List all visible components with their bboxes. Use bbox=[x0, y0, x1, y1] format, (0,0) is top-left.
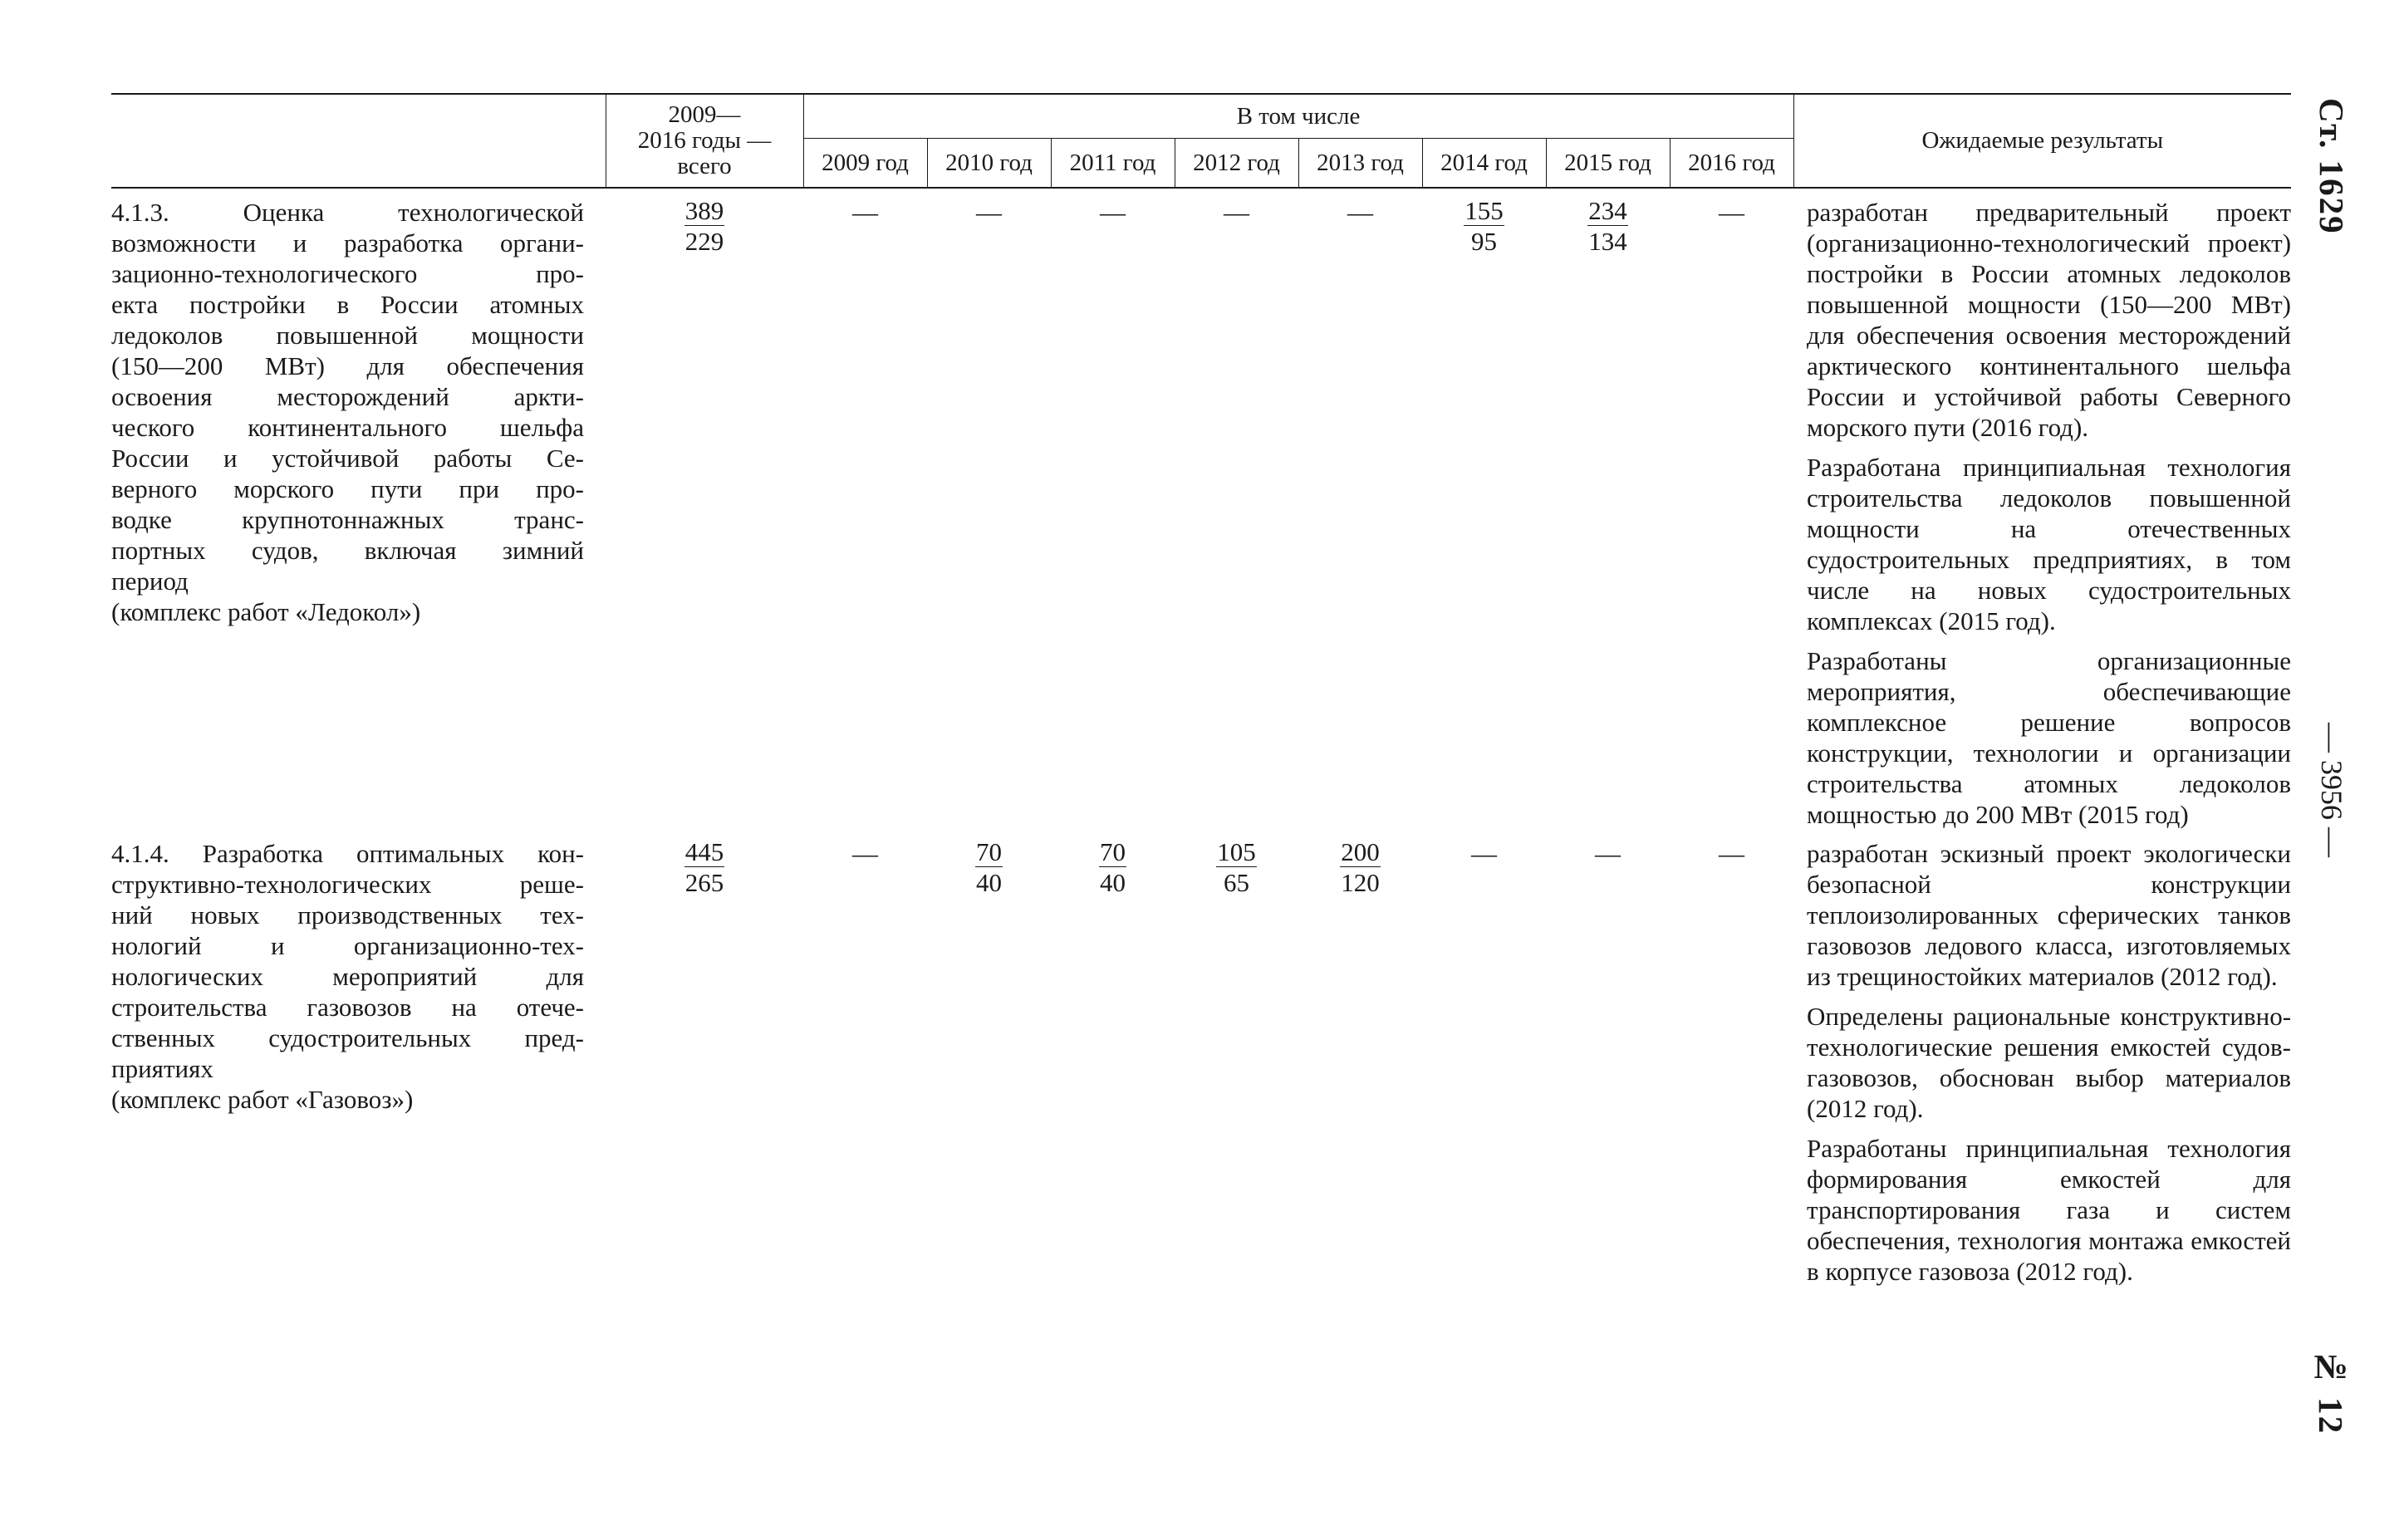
description-line: ственных судостроительных пред- bbox=[111, 1023, 584, 1052]
description-line: период bbox=[111, 566, 189, 596]
fraction-value bbox=[684, 197, 725, 257]
fraction-value bbox=[1464, 197, 1504, 257]
fraction-numerator: 70 bbox=[976, 837, 1002, 866]
program-table bbox=[111, 93, 2291, 1287]
fraction-numerator: 155 bbox=[1464, 196, 1504, 225]
fraction-value bbox=[1340, 838, 1381, 898]
row-year-value bbox=[927, 830, 1051, 1287]
header-year: 2014 год bbox=[1422, 139, 1546, 189]
fraction-denominator: 134 bbox=[1588, 227, 1627, 256]
fraction-denominator: 120 bbox=[1341, 868, 1380, 897]
description-line: верного морского пути при про- bbox=[111, 474, 584, 503]
description-line: приятиях bbox=[111, 1054, 213, 1083]
description-line: ческого континентального шельфа bbox=[111, 413, 584, 442]
fraction-numerator: 445 bbox=[684, 837, 724, 866]
fraction-denominator: 40 bbox=[976, 868, 1002, 897]
description-line: ледоколов повышенной мощности bbox=[111, 321, 584, 350]
empty-value-dash: — bbox=[1719, 198, 1744, 227]
description-line: 4.1.3. Оценка технологической bbox=[111, 198, 584, 227]
description-line: нологий и организационно-тех- bbox=[111, 931, 584, 960]
row-year-value bbox=[927, 188, 1051, 830]
empty-value-dash: — bbox=[1471, 839, 1497, 868]
empty-value-dash: — bbox=[1347, 198, 1373, 227]
header-results: Ожидаемые результаты bbox=[1793, 94, 2291, 188]
header-year: 2009 год bbox=[803, 139, 927, 189]
result-paragraph: разработан предварительный проект (организационно-технологический проект) постройки в России атомных ледоколов повышенной мощности (150—200 МВт) для обеспечения освоения месторождений арктического континентального шельфа России и устойчивой работы Северного морского пути (2016 год). bbox=[1807, 198, 2292, 442]
header-year: 2011 год bbox=[1051, 139, 1175, 189]
header-total-label bbox=[610, 102, 800, 179]
header-total-line: всего bbox=[677, 153, 732, 179]
description-line: портных судов, включая зимний bbox=[111, 536, 584, 565]
result-paragraph: Определены рациональные конструктивно-технологические решения емкостей судов-газовозов, обоснован выбор материалов (2012 год). bbox=[1807, 1002, 2292, 1123]
fraction-numerator: 70 bbox=[1100, 837, 1126, 866]
fraction-value bbox=[1587, 197, 1628, 257]
header-group: В том числе bbox=[803, 94, 1793, 139]
header-total-line: 2016 годы — bbox=[637, 127, 772, 154]
row-total bbox=[606, 188, 803, 830]
description-line: екта постройки в России атомных bbox=[111, 290, 584, 319]
description-line: строительства газовозов на отече- bbox=[111, 993, 584, 1022]
fraction-denominator: 40 bbox=[1100, 868, 1126, 897]
row-year-value bbox=[1422, 188, 1546, 830]
result-paragraph: Разработана принципиальная технология строительства ледоколов повышенной мощности на отечественных судостроительных предприятиях, в том числе на новых судостроительных комплексах (2015 год). bbox=[1807, 453, 2292, 635]
fraction-denominator: 65 bbox=[1224, 868, 1249, 897]
row-results bbox=[1793, 830, 2291, 1287]
row-year-value bbox=[1051, 188, 1175, 830]
issue-number: № 12 bbox=[2312, 1347, 2350, 1435]
description-line: освоения месторождений аркти- bbox=[111, 382, 584, 411]
description-line: возможности и разработка органи- bbox=[111, 228, 584, 257]
row-description bbox=[111, 830, 606, 1287]
row-year-value bbox=[803, 830, 927, 1287]
row-year-value bbox=[803, 188, 927, 830]
empty-value-dash: — bbox=[976, 198, 1002, 227]
row-year-value bbox=[1298, 830, 1422, 1287]
empty-value-dash: — bbox=[852, 198, 878, 227]
description-line: (комплекс работ «Газовоз») bbox=[111, 1085, 414, 1114]
header-year: 2010 год bbox=[927, 139, 1051, 189]
description-line: России и устойчивой работы Се- bbox=[111, 444, 584, 473]
empty-value-dash: — bbox=[852, 839, 878, 868]
fraction-denominator: 265 bbox=[684, 868, 724, 897]
description-line: структивно-технологических реше- bbox=[111, 870, 584, 899]
description-line: водке крупнотоннажных транс- bbox=[111, 505, 584, 534]
table-body bbox=[111, 188, 2291, 1287]
fraction-denominator: 229 bbox=[684, 227, 724, 256]
result-paragraph: Разработаны организационные мероприятия, обеспечивающие комплексное решение вопросов конструкции, технологии и организации строительства атомных ледоколов мощностью до 200 МВт (2015 год) bbox=[1807, 646, 2292, 829]
row-year-value bbox=[1175, 188, 1298, 830]
empty-value-dash: — bbox=[1719, 839, 1744, 868]
fraction-numerator: 234 bbox=[1588, 196, 1627, 225]
row-description bbox=[111, 188, 606, 830]
header-year: 2016 год bbox=[1670, 139, 1793, 189]
fraction-value bbox=[975, 838, 1003, 898]
description-line: зационно-технологического про- bbox=[111, 259, 584, 288]
row-year-value bbox=[1670, 188, 1793, 830]
row-year-value bbox=[1298, 188, 1422, 830]
fraction-value bbox=[1216, 838, 1257, 898]
fraction-value bbox=[1099, 838, 1126, 898]
row-year-value bbox=[1670, 830, 1793, 1287]
description-line: (150—200 МВт) для обеспечения bbox=[111, 351, 584, 380]
header-year: 2013 год bbox=[1298, 139, 1422, 189]
header-total bbox=[606, 94, 803, 188]
row-results bbox=[1793, 188, 2291, 830]
header-description-cell bbox=[111, 94, 606, 188]
fraction-numerator: 105 bbox=[1217, 837, 1256, 866]
act-number: Ст. 1629 bbox=[2313, 98, 2351, 235]
empty-value-dash: — bbox=[1595, 839, 1621, 868]
row-year-value bbox=[1051, 830, 1175, 1287]
table-row bbox=[111, 188, 2291, 830]
header-year: 2012 год bbox=[1175, 139, 1298, 189]
empty-value-dash: — bbox=[1100, 198, 1126, 227]
page-number: — 3956 — bbox=[2315, 723, 2348, 857]
header-total-line: 2009— bbox=[668, 101, 741, 128]
row-year-value bbox=[1546, 188, 1670, 830]
result-paragraph: Разработаны принципиальная технология формирования емкостей для транспортирования газа и систем обеспечения, технология монтажа емкостей в корпусе газовоза (2012 год). bbox=[1807, 1134, 2292, 1286]
description-line: ний новых производственных тех- bbox=[111, 900, 584, 929]
header-year: 2015 год bbox=[1546, 139, 1670, 189]
fraction-denominator: 95 bbox=[1471, 227, 1497, 256]
empty-value-dash: — bbox=[1224, 198, 1249, 227]
description-line: 4.1.4. Разработка оптимальных кон- bbox=[111, 839, 584, 868]
row-year-value bbox=[1175, 830, 1298, 1287]
row-total bbox=[606, 830, 803, 1287]
description-line: нологических мероприятий для bbox=[111, 962, 584, 991]
fraction-numerator: 389 bbox=[684, 196, 724, 225]
fraction-value bbox=[684, 838, 725, 898]
result-paragraph: разработан эскизный проект экологически безопасной конструкции теплоизолированных сферических танков газовозов ледового класса, изготовляемых из трещиностойких материалов (2012 год). bbox=[1807, 839, 2292, 991]
table-row bbox=[111, 830, 2291, 1287]
row-year-value bbox=[1546, 830, 1670, 1287]
fraction-numerator: 200 bbox=[1341, 837, 1380, 866]
row-year-value bbox=[1422, 830, 1546, 1287]
description-line: (комплекс работ «Ледокол») bbox=[111, 597, 421, 626]
